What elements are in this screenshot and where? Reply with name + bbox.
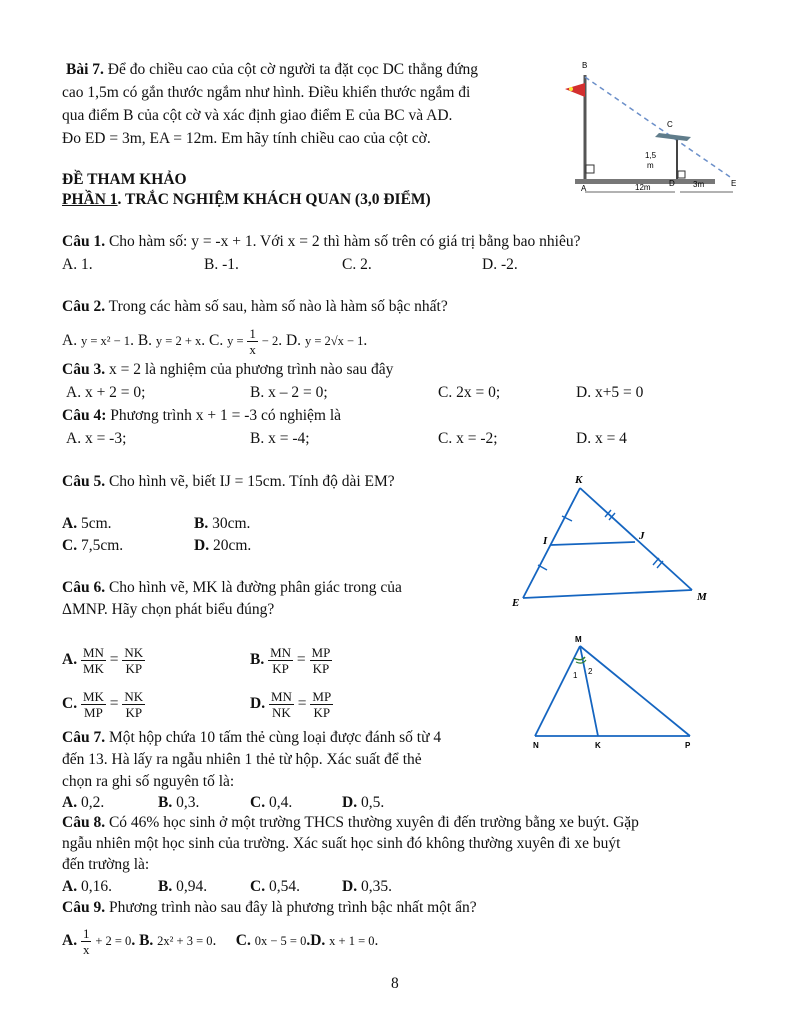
bai7-line3: qua điểm B của cột cờ và xác định giao điểm E của BC và AD. xyxy=(62,107,453,124)
q6-option-c: C. $\frac{MK}{MP}$ = $\frac{NK}{KP}$ xyxy=(62,688,144,720)
q1-option-a: A. 1. xyxy=(62,256,93,273)
q1-option-c: C. 2. xyxy=(342,256,372,273)
svg-text:3m: 3m xyxy=(693,180,705,189)
q4-option-a: A. x = -3; xyxy=(66,430,127,447)
svg-text:M: M xyxy=(575,635,582,644)
bai7-line2: cao 1,5m có gắn thước ngắm như hình. Điều khiển thước ngắm đi xyxy=(62,84,471,101)
bai7-line1: Bài 7. Để đo chiều cao của cột cờ người ta đặt cọc DC thẳng đứng xyxy=(66,61,478,78)
q5-option-a: A. 5cm. xyxy=(62,515,112,532)
svg-text:M: M xyxy=(697,591,707,603)
svg-text:12m: 12m xyxy=(635,183,651,192)
svg-text:P: P xyxy=(685,741,691,750)
q3-option-d: D. x+5 = 0 xyxy=(576,384,644,401)
svg-text:B: B xyxy=(582,61,588,70)
q6-option-a: A. $\frac{MN}{MK}$ = $\frac{NK}{KP}$ xyxy=(62,644,144,676)
q1-option-d: D. -2. xyxy=(482,256,518,273)
svg-text:C: C xyxy=(667,120,673,129)
q4-option-b: B. x = -4; xyxy=(250,430,310,447)
svg-text:m: m xyxy=(647,161,654,170)
q6-stem-2: ΔMNP. Hãy chọn phát biểu đúng? xyxy=(62,601,275,618)
q8-stem-2: ngẫu nhiên một học sinh của trường. Xác suất học sinh đó không thường xuyên đi xe buýt xyxy=(62,835,621,852)
q9-options: A. $\frac{1}{x}$ + 2 = 0. B. 2x² + 3 = 0. C. 0x − 5 = 0.D. x + 1 = 0. xyxy=(62,925,379,957)
triangle-mnp-figure xyxy=(525,632,710,757)
q5-stem: Câu 5. Cho hình vẽ, biết IJ = 15cm. Tính độ dài EM? xyxy=(62,473,395,490)
q4-option-c: C. x = -2; xyxy=(438,430,498,447)
svg-text:2: 2 xyxy=(588,667,593,676)
q5-option-c: C. 7,5cm. xyxy=(62,537,124,554)
page-number: 8 xyxy=(391,975,399,992)
q8-option-c: C. 0,54. xyxy=(250,878,300,895)
q7-option-d: D. 0,5. xyxy=(342,794,385,811)
q7-stem-2: đến 13. Hà lấy ra ngẫu nhiên 1 thẻ từ hộp. Xác suất để thẻ xyxy=(62,751,422,768)
flagpole-figure xyxy=(555,55,770,200)
svg-text:D: D xyxy=(669,179,675,188)
q3-option-c: C. 2x = 0; xyxy=(438,384,501,401)
q6-option-b: B. $\frac{MN}{KP}$ = $\frac{MP}{KP}$ xyxy=(250,644,331,676)
q1-option-b: B. -1. xyxy=(204,256,239,273)
q5-option-d: D. 20cm. xyxy=(194,537,252,554)
flag-icon xyxy=(565,83,585,97)
svg-text:N: N xyxy=(533,741,539,750)
triangle-kem-figure xyxy=(505,472,720,617)
svg-text:K: K xyxy=(575,474,583,486)
q8-option-d: D. 0,35. xyxy=(342,878,392,895)
svg-text:1: 1 xyxy=(573,671,578,680)
heading-phan-1: PHẦN 1. TRẮC NGHIỆM KHÁCH QUAN (3,0 ĐIỂM) xyxy=(62,191,431,208)
svg-text:I: I xyxy=(543,535,548,547)
svg-text:1,5: 1,5 xyxy=(645,151,657,160)
svg-text:E: E xyxy=(731,179,737,188)
q3-stem: Câu 3. x = 2 là nghiệm của phương trình nào sau đây xyxy=(62,361,394,378)
q7-stem: Câu 7. Một hộp chứa 10 tấm thẻ cùng loại được đánh số từ 4 xyxy=(62,729,442,746)
svg-text:E: E xyxy=(512,597,520,609)
q7-option-c: C. 0,4. xyxy=(250,794,293,811)
q4-option-d: D. x = 4 xyxy=(576,430,627,447)
bai7-line4: Đo ED = 3m, EA = 12m. Em hãy tính chiều cao của cột cờ. xyxy=(62,130,431,147)
svg-text:A: A xyxy=(581,184,587,193)
q7-option-b: B. 0,3. xyxy=(158,794,200,811)
svg-text:J: J xyxy=(639,530,645,542)
q8-option-b: B. 0,94. xyxy=(158,878,208,895)
heading-de-tham-khao: ĐỀ THAM KHẢO xyxy=(62,171,187,188)
q4-stem: Câu 4: Phương trình x + 1 = -3 có nghiệm là xyxy=(62,407,342,424)
q9-stem: Câu 9. Phương trình nào sau đây là phương trình bậc nhất một ẩn? xyxy=(62,899,477,916)
q5-option-b: B. 30cm. xyxy=(194,515,251,532)
q2-options: A. y = x² − 1. B. y = 2 + x. C. y = $\frac{1}{x}$ − 2. D. y = 2√x − 1. xyxy=(62,325,368,357)
q1-stem: Câu 1. Cho hàm số: y = -x + 1. Với x = 2 thì hàm số trên có giá trị bằng bao nhiêu? xyxy=(62,233,581,250)
q7-stem-3: chọn ra ghi số nguyên tố là: xyxy=(62,773,235,790)
svg-text:K: K xyxy=(595,741,601,750)
q2-stem: Câu 2. Trong các hàm số sau, hàm số nào là hàm số bậc nhất? xyxy=(62,298,448,315)
q3-option-a: A. x + 2 = 0; xyxy=(66,384,146,401)
bai7-title: Bài 7. xyxy=(66,61,104,78)
q6-option-d: D. $\frac{MN}{NK}$ = $\frac{MP}{KP}$ xyxy=(250,688,332,720)
q8-stem-3: đến trường là: xyxy=(62,856,150,873)
q8-stem: Câu 8. Có 46% học sinh ở một trường THCS thường xuyên đi đến trường bằng xe buýt. Gặp xyxy=(62,814,639,831)
q8-option-a: A. 0,16. xyxy=(62,878,112,895)
q6-stem: Câu 6. Cho hình vẽ, MK là đường phân giác trong của xyxy=(62,579,402,596)
q7-option-a: A. 0,2. xyxy=(62,794,105,811)
q3-option-b: B. x – 2 = 0; xyxy=(250,384,328,401)
